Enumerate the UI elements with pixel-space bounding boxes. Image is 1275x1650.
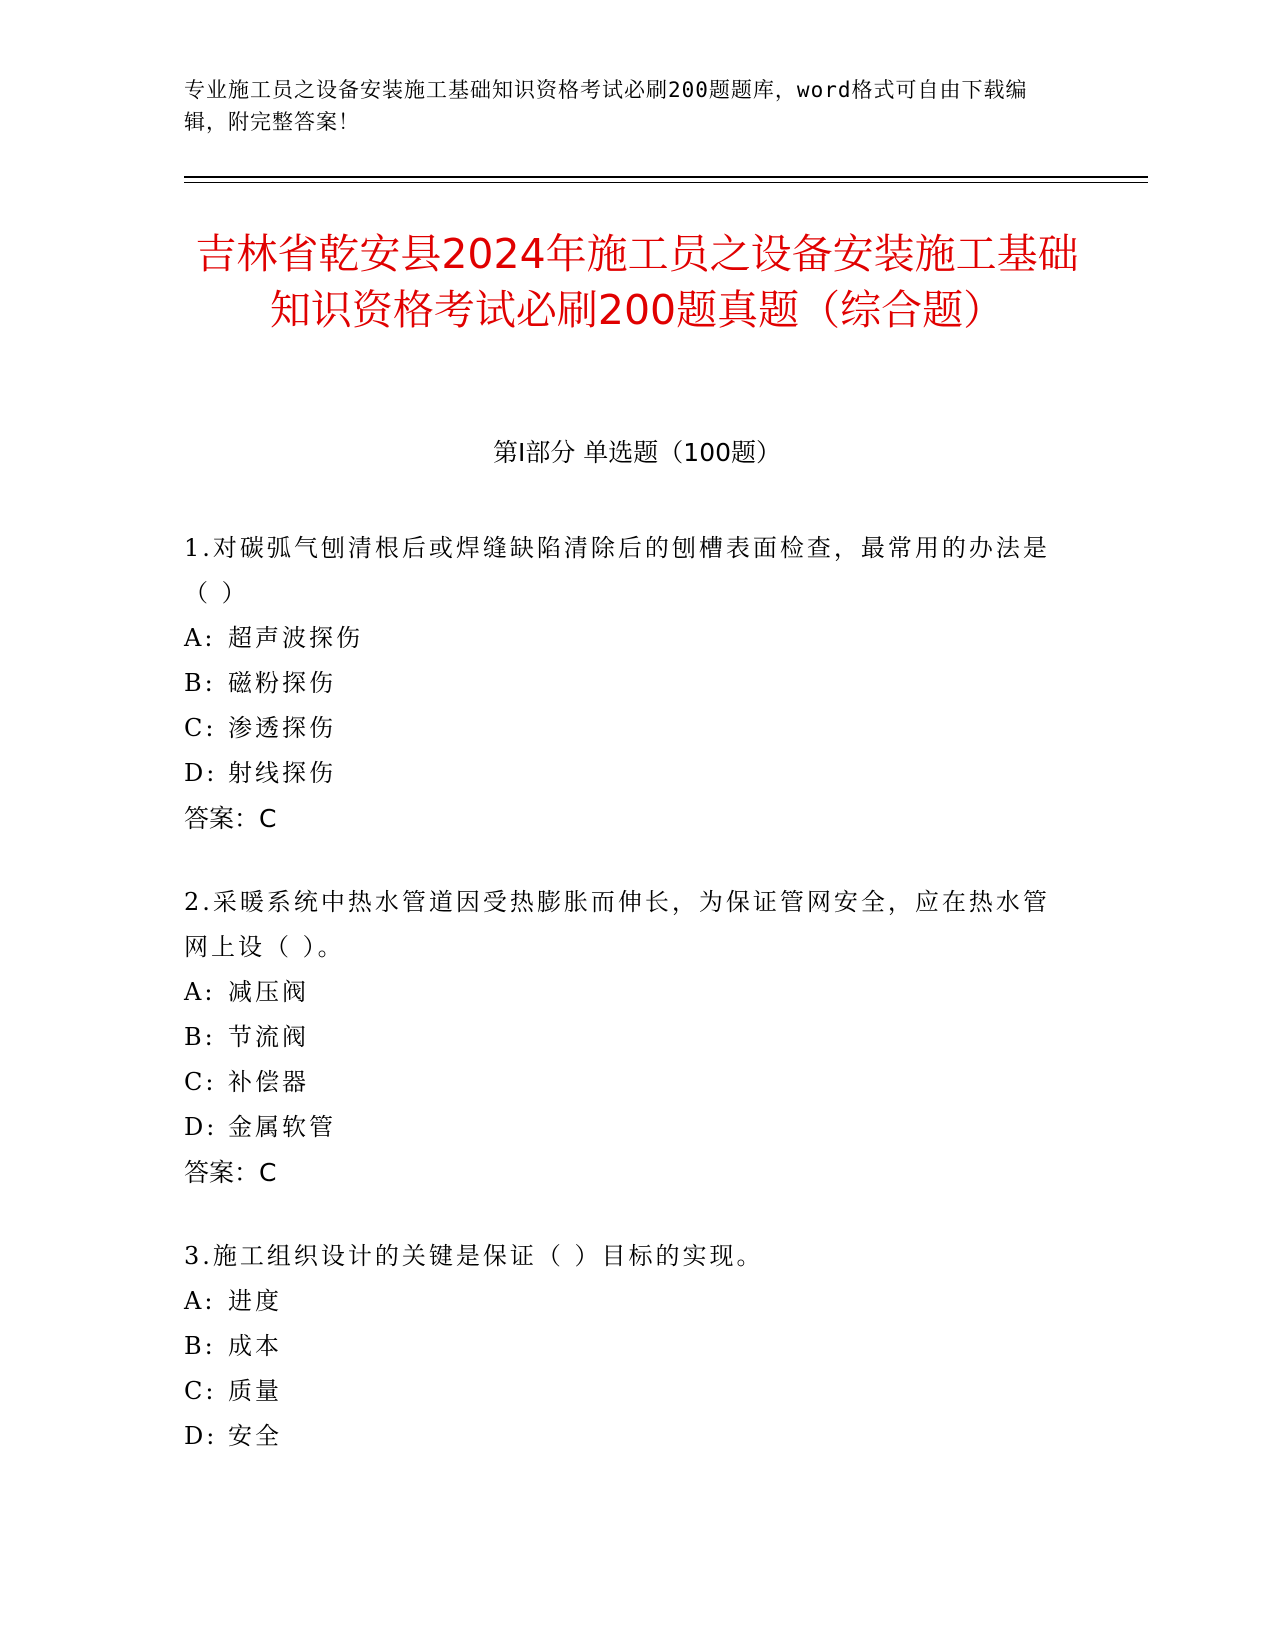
option-key: C: — [184, 714, 217, 742]
option-b — [184, 1324, 1064, 1369]
option-key: B: — [184, 669, 216, 697]
option-key: B: — [184, 1023, 216, 1051]
header-rule-thin — [184, 182, 1148, 183]
option-c — [184, 706, 1064, 751]
option-text: 补偿器 — [228, 1068, 309, 1096]
option-key: D: — [184, 1422, 218, 1450]
question-3 — [184, 1234, 1064, 1459]
question-stem: 1.对碳弧气刨清根后或焊缝缺陷清除后的刨槽表面检查，最常用的办法是（ ） — [184, 534, 1050, 607]
option-text: 质量 — [228, 1377, 282, 1405]
question-stem: 2.采暖系统中热水管道因受热膨胀而伸长，为保证管网安全，应在热水管网上设（ ）。 — [184, 888, 1050, 961]
question-stem: 3.施工组织设计的关键是保证（ ）目标的实现。 — [184, 1242, 764, 1270]
header-rule-thick — [184, 176, 1148, 178]
option-d — [184, 751, 1064, 796]
document-title: 吉林省乾安县2024年施工员之设备安装施工基础知识资格考试必刷200题真题（综合题） — [195, 230, 1079, 334]
option-a — [184, 1279, 1064, 1324]
answer: 答案：C — [184, 1158, 277, 1187]
option-key: A: — [184, 978, 216, 1006]
section-title: 第Ⅰ部分 单选题（100题） — [492, 438, 782, 467]
option-b — [184, 1015, 1064, 1060]
question-1 — [184, 526, 1064, 841]
option-text: 磁粉探伤 — [228, 669, 336, 697]
option-text: 成本 — [228, 1332, 282, 1360]
option-text: 金属软管 — [228, 1113, 336, 1141]
option-key: D: — [184, 1113, 218, 1141]
option-text: 减压阀 — [228, 978, 309, 1006]
option-c — [184, 1060, 1064, 1105]
option-key: C: — [184, 1377, 217, 1405]
header-note: 专业施工员之设备安装施工基础知识资格考试必刷200题题库，word格式可自由下载编辑，附完整答案！ — [184, 78, 1028, 134]
option-key: A: — [184, 1287, 216, 1315]
option-key: D: — [184, 759, 218, 787]
answer: 答案：C — [184, 804, 277, 833]
question-2 — [184, 880, 1064, 1195]
question-list — [184, 526, 1064, 1498]
option-b — [184, 661, 1064, 706]
option-text: 射线探伤 — [228, 759, 336, 787]
option-text: 节流阀 — [228, 1023, 309, 1051]
option-text: 进度 — [228, 1287, 282, 1315]
option-a — [184, 616, 1064, 661]
option-key: C: — [184, 1068, 217, 1096]
option-key: A: — [184, 624, 216, 652]
option-c — [184, 1369, 1064, 1414]
option-text: 渗透探伤 — [228, 714, 336, 742]
option-d — [184, 1105, 1064, 1150]
option-text: 超声波探伤 — [228, 624, 363, 652]
option-a — [184, 970, 1064, 1015]
option-d — [184, 1414, 1064, 1459]
option-key: B: — [184, 1332, 216, 1360]
option-text: 安全 — [228, 1422, 282, 1450]
